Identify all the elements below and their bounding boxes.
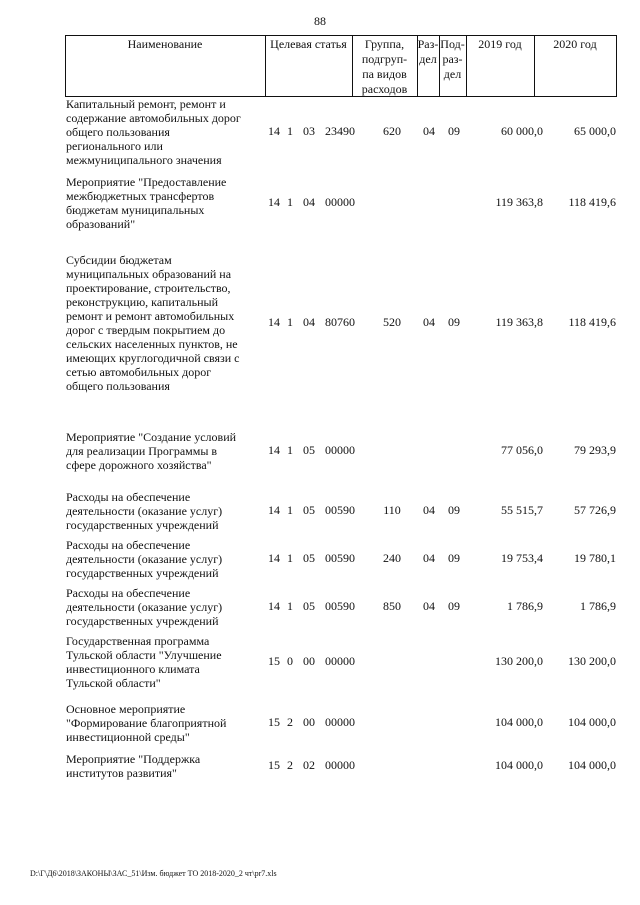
measure-code: 02: [303, 758, 315, 772]
program-code: 14: [268, 195, 280, 209]
subsection-code: 09: [448, 599, 460, 613]
expense-group: 620: [383, 124, 401, 138]
amount-2019: 119 363,8: [495, 195, 543, 209]
program-code: 15: [268, 758, 280, 772]
row-name: Расходы на обеспечение деятельности (оказание услуг) государственных учреждений: [66, 538, 223, 580]
section-code: 04: [423, 124, 435, 138]
program-code: 15: [268, 654, 280, 668]
row-name: Мероприятие "Предоставление межбюджетных трансфертов бюджетам муниципальных образований": [66, 175, 227, 231]
subprogram-code: 2: [287, 758, 293, 772]
subsection-code: 09: [448, 124, 460, 138]
subprogram-code: 1: [287, 124, 293, 138]
subprogram-code: 0: [287, 654, 293, 668]
subprogram-code: 1: [287, 443, 293, 457]
amount-2019: 19 753,4: [501, 551, 543, 565]
amount-2020: 57 726,9: [574, 503, 616, 517]
section-code: 04: [423, 315, 435, 329]
subprogram-code: 1: [287, 195, 293, 209]
subsection-code: 09: [448, 315, 460, 329]
header-target-article: Целевая статья: [270, 37, 347, 51]
measure-code: 03: [303, 124, 315, 138]
program-code: 14: [268, 599, 280, 613]
expense-direction-code: 23490: [325, 124, 355, 138]
section-code: 04: [423, 551, 435, 565]
expense-direction-code: 00000: [325, 443, 355, 457]
amount-2020: 19 780,1: [574, 551, 616, 565]
subprogram-code: 1: [287, 503, 293, 517]
program-code: 14: [268, 551, 280, 565]
amount-2019: 130 200,0: [495, 654, 543, 668]
amount-2020: 65 000,0: [574, 124, 616, 138]
program-code: 14: [268, 315, 280, 329]
table-header: [65, 35, 617, 97]
header-section: Раз- дел: [417, 37, 439, 66]
expense-direction-code: 00000: [325, 758, 355, 772]
expense-group: 850: [383, 599, 401, 613]
amount-2019: 104 000,0: [495, 758, 543, 772]
program-code: 14: [268, 503, 280, 517]
measure-code: 04: [303, 195, 315, 209]
measure-code: 05: [303, 503, 315, 517]
amount-2019: 77 056,0: [501, 443, 543, 457]
measure-code: 05: [303, 599, 315, 613]
expense-group: 110: [383, 503, 401, 517]
amount-2019: 104 000,0: [495, 715, 543, 729]
measure-code: 05: [303, 551, 315, 565]
amount-2019: 55 515,7: [501, 503, 543, 517]
section-code: 04: [423, 599, 435, 613]
program-code: 14: [268, 124, 280, 138]
measure-code: 00: [303, 715, 315, 729]
expense-group: 520: [383, 315, 401, 329]
expense-direction-code: 00000: [325, 715, 355, 729]
row-name: Государственная программа Тульской области "Улучшение инвестиционного климата Тульской области": [66, 634, 222, 690]
row-name: Основное мероприятие "Формирование благоприятной инвестиционной среды": [66, 702, 227, 744]
row-name: Мероприятие "Создание условий для реализации Программы в сфере дорожного хозяйства": [66, 430, 237, 472]
subsection-code: 09: [448, 551, 460, 565]
header-subsection: Под- раз- дел: [440, 37, 465, 81]
header-name: Наименование: [127, 37, 203, 51]
subprogram-code: 1: [287, 315, 293, 329]
expense-direction-code: 00000: [325, 195, 355, 209]
amount-2020: 130 200,0: [568, 654, 616, 668]
subprogram-code: 1: [287, 599, 293, 613]
row-name: Субсидии бюджетам муниципальных образований на проектирование, строительство, реконструкцию, капитальный ремонт и ремонт автомобильных дорог с твердым покрытием до сельских населенных пунктов, не имеющих круглогодичной связи с сетью автомобильных дорог общего пользования: [66, 253, 240, 393]
header-divider: [616, 35, 617, 97]
page-number: 88: [314, 14, 326, 28]
expense-direction-code: 80760: [325, 315, 355, 329]
subprogram-code: 2: [287, 715, 293, 729]
amount-2020: 118 419,6: [568, 315, 616, 329]
subsection-code: 09: [448, 503, 460, 517]
amount-2020: 104 000,0: [568, 758, 616, 772]
section-code: 04: [423, 503, 435, 517]
row-name: Расходы на обеспечение деятельности (оказание услуг) государственных учреждений: [66, 586, 223, 628]
header-year-2019: 2019 год: [478, 37, 522, 51]
amount-2020: 118 419,6: [568, 195, 616, 209]
amount-2019: 60 000,0: [501, 124, 543, 138]
program-code: 14: [268, 443, 280, 457]
expense-group: 240: [383, 551, 401, 565]
subprogram-code: 1: [287, 551, 293, 565]
row-name: Расходы на обеспечение деятельности (оказание услуг) государственных учреждений: [66, 490, 223, 532]
measure-code: 05: [303, 443, 315, 457]
amount-2020: 79 293,9: [574, 443, 616, 457]
measure-code: 04: [303, 315, 315, 329]
amount-2019: 1 786,9: [507, 599, 543, 613]
row-name: Мероприятие "Поддержка институтов развития": [66, 752, 201, 780]
amount-2020: 1 786,9: [580, 599, 616, 613]
expense-direction-code: 00590: [325, 551, 355, 565]
header-year-2020: 2020 год: [553, 37, 597, 51]
expense-direction-code: 00590: [325, 503, 355, 517]
measure-code: 00: [303, 654, 315, 668]
amount-2020: 104 000,0: [568, 715, 616, 729]
row-name: Капитальный ремонт, ремонт и содержание автомобильных дорог общего пользования регионального или межмуниципального значения: [66, 97, 241, 167]
expense-direction-code: 00000: [325, 654, 355, 668]
header-expense-group: Группа, подгруп- па видов расходов: [361, 37, 408, 96]
expense-direction-code: 00590: [325, 599, 355, 613]
program-code: 15: [268, 715, 280, 729]
amount-2019: 119 363,8: [495, 315, 543, 329]
file-path-footer: D:\Г\Д6\2018\ЗАКОНЫ\ЗАС_51\Изм. бюджет ТО 2018-2020_2 чт\pr7.xls: [30, 869, 277, 878]
